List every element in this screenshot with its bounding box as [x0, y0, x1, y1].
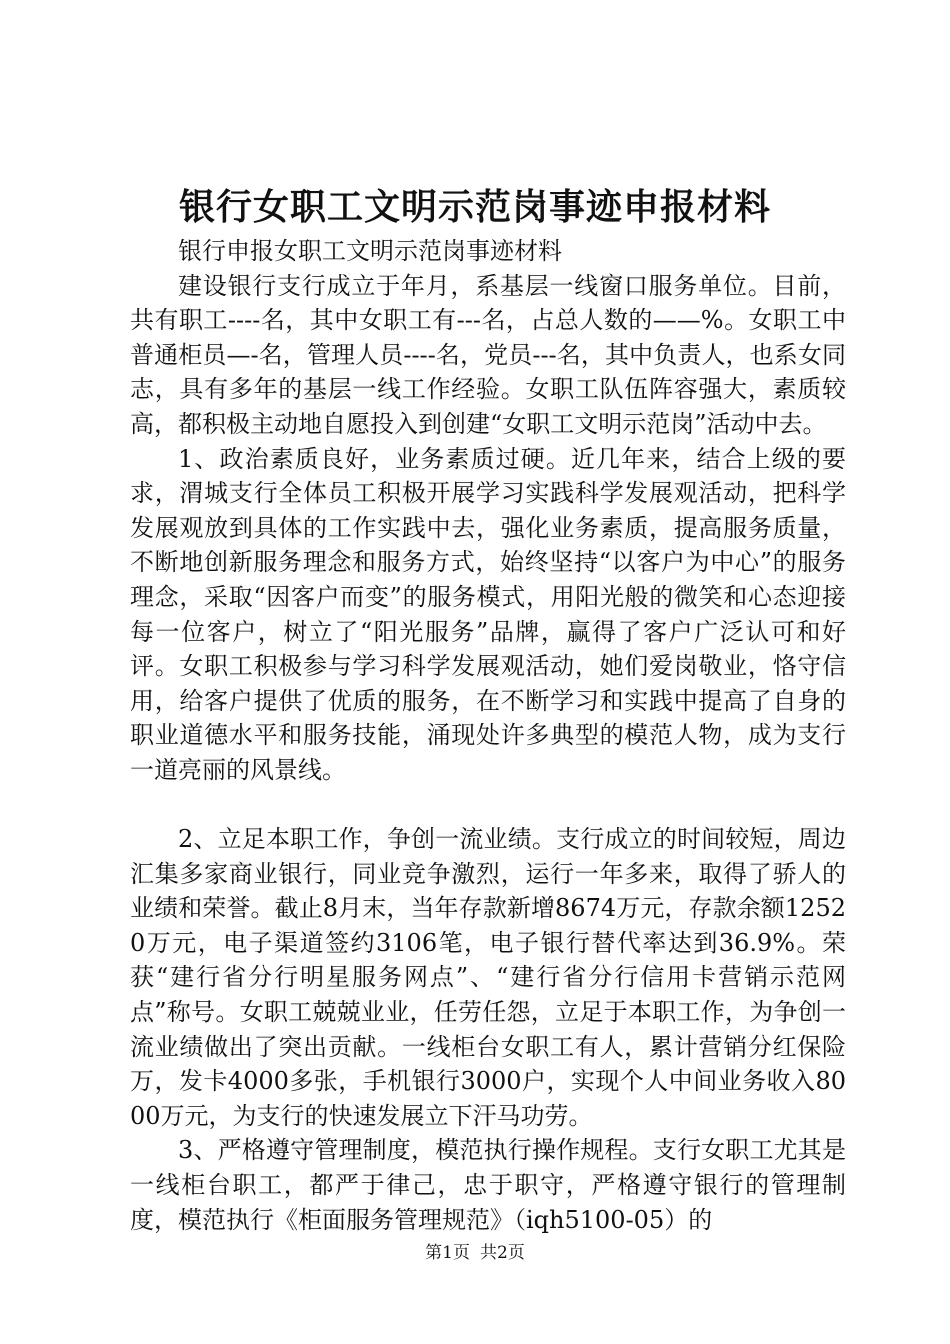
page-footer [0, 1241, 950, 1265]
document-body [130, 234, 846, 1237]
page-number-total: 共2页 [480, 1243, 525, 1263]
subtitle-paragraph: 银行申报女职工文明示范岗事迹材料 [178, 237, 562, 265]
intro-paragraph: 建设银行支行成立于年月，系基层一线窗口服务单位。目前，共有职工----名，其中女职工有---名，占总人数的——%。女职工中普通柜员—-名，管理人员----名，党员---名，其中负责人，也系女同志，具有多年的基层一线工作经验。女职工队伍阵容强大，素质较高，都积极主动地自愿投入到创建“女职工文明示范岗”活动中去。 [130, 271, 846, 438]
section-3-paragraph: 3、严格遵守管理制度，模范执行操作规程。支行女职工尤其是一线柜台职工，都严于律己，忠于职守，严格遵守银行的管理制度，模范执行《柜面服务管理规范》（iqh5100-05）的 [130, 1136, 846, 1234]
section-1-paragraph: 1、政治素质良好，业务素质过硬。近几年来，结合上级的要求，渭城支行全体员工积极开展学习实践科学发展观活动，把科学发展观放到具体的工作实践中去，强化业务素质，提高服务质量，不断地创新服务理念和服务方式，始终坚持“以客户为中心”的服务理念，采取“因客户而变”的服务模式，用阳光般的微笑和心态迎接每一位客户，树立了“阳光服务”品牌，赢得了客户广泛认可和好评。女职工积极参与学习科学发展观活动，她们爱岗敬业，恪守信用，给客户提供了优质的服务，在不断学习和实践中提高了自身的职业道德水平和服务技能，涌现处许多典型的模范人物，成为支行一道亮丽的风景线。 [130, 444, 846, 784]
document-title: 银行女职工文明示范岗事迹申报材料 [178, 186, 771, 228]
paragraph-gap [130, 788, 846, 823]
page-number-current: 第1页 [425, 1243, 470, 1263]
section-2-paragraph: 2、立足本职工作，争创一流业绩。支行成立的时间较短，周边汇集多家商业银行，同业竞争激烈，运行一年多来，取得了骄人的业绩和荣誉。截止8月末，当年存款新增8674万元，存款余额12520万元，电子渠道签约3106笔，电子银行替代率达到36.9%。荣获“建行省分行明星服务网点”、“建行省分行信用卡营销示范网点”称号。女职工兢兢业业，任劳任怨，立足于本职工作，为争创一流业绩做出了突出贡献。一线柜台女职工有人，累计营销分红保险万，发卡4000多张，手机银行3000户，实现个人中间业务收入8000万元，为支行的快速发展立下汗马功劳。 [130, 825, 846, 1130]
